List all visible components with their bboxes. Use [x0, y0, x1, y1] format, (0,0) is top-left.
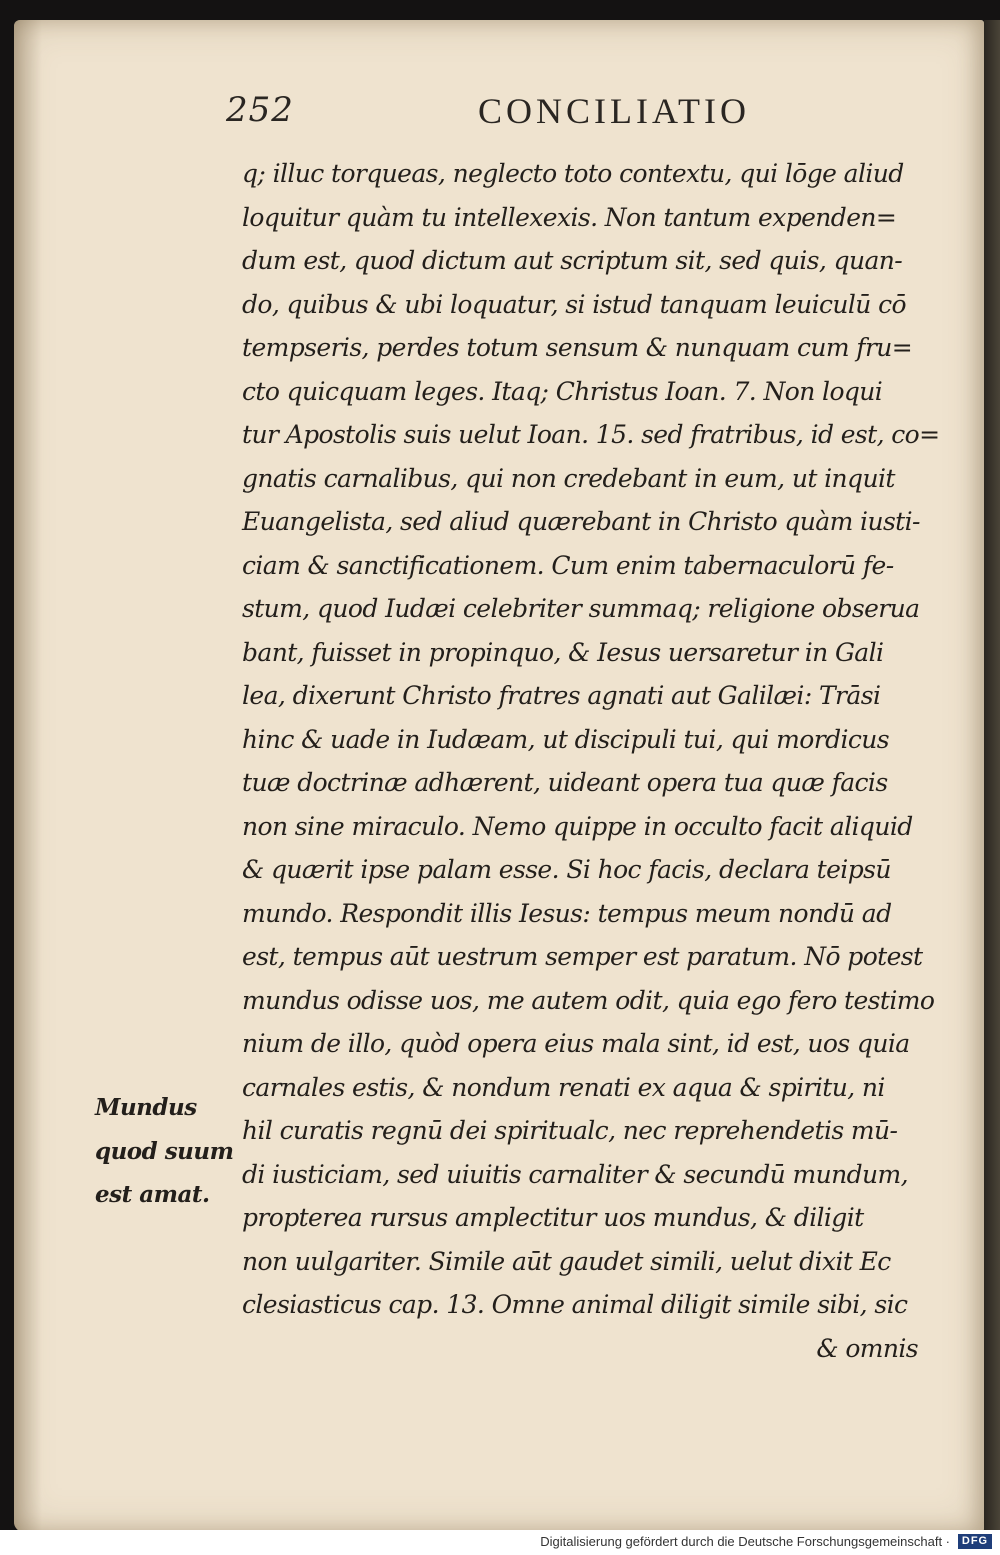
text-line: Euangelista, sed aliud quærebant in Christo quàm iusti-: [242, 507, 920, 536]
text-line: & quærit ipse palam esse. Si hoc facis, declara teipsū: [242, 855, 891, 884]
text-line: ciam & sanctificationem. Cum enim tabernaculorū fe-: [242, 550, 894, 580]
text-line: tuæ doctrinæ adhærent, uideant opera tua quæ facis: [242, 768, 888, 797]
text-line: tempseris, perdes totum sensum & nunquam cum fru=: [242, 333, 913, 362]
text-line: propterea rursus amplectitur uos mundus, & diligit: [242, 1203, 864, 1232]
text-line: lea, dixerunt Christo fratres agnati aut Galilæi: Trāsi: [242, 681, 881, 710]
marginal-note-line: est amat.: [95, 1181, 210, 1208]
text-line: bant, fuisset in propinquo, & Iesus uersaretur in Gali: [242, 637, 884, 667]
text-line: mundo. Respondit illis Iesus: tempus meum nondū ad: [242, 898, 892, 928]
marginal-note: [95, 1086, 245, 1217]
text-line: stum, quod Iudæi celebriter summaq; religione obserua: [242, 594, 920, 623]
text-line: tur Apostolis suis uelut Ioan. 15. sed fratribus, id est, co=: [242, 420, 940, 449]
footer-bar: [0, 1530, 1000, 1555]
text-line: do, quibus & ubi loquatur, si istud tanquam leuiculū cō: [242, 289, 906, 319]
text-line: loquitur quàm tu intellexexis. Non tantum expenden=: [242, 202, 897, 232]
catchword: & omnis: [816, 1333, 918, 1363]
text-line: clesiasticus cap. 13. Omne animal diligit simile sibi, sic: [242, 1290, 908, 1319]
text-line: est, tempus aūt uestrum semper est paratum. Nō potest: [242, 942, 923, 971]
text-line: hinc & uade in Iudæam, ut discipuli tui, qui mordicus: [242, 724, 890, 754]
text-line: dum est, quod dictum aut scriptum sit, sed quis, quan-: [242, 246, 903, 275]
funding-credit: Digitalisierung gefördert durch die Deutsche Forschungsgemeinschaft ·: [540, 1534, 950, 1549]
body-text: [242, 152, 940, 1370]
text-line: cto quicquam leges. Itaq; Christus Ioan. 7. Non loqui: [242, 376, 883, 406]
page-number: 252: [226, 90, 294, 130]
text-line: di iusticiam, sed uiuitis carnaliter & secundū mundum,: [242, 1159, 908, 1189]
text-line: hil curatis regnū dei spiritualc, nec reprehendetis mū-: [242, 1116, 898, 1145]
marginal-note-line: Mundus: [95, 1094, 197, 1121]
text-line: carnales estis, & nondum renati ex aqua & spiritu, ni: [242, 1072, 885, 1102]
text-line: non uulgariter. Simile aūt gaudet simili, uelut dixit Ec: [242, 1246, 891, 1276]
book-edge: [984, 20, 1000, 1530]
text-line: non sine miraculo. Nemo quippe in occulto facit aliquid: [242, 811, 913, 841]
text-line: mundus odisse uos, me autem odit, quia ego fero testimo: [242, 985, 935, 1015]
text-line: nium de illo, quòd opera eius mala sint, id est, uos quia: [242, 1029, 910, 1058]
marginal-note-line: quod suum: [95, 1137, 234, 1165]
running-title: CONCILIATIO: [478, 91, 750, 131]
text-line: q; illuc torqueas, neglecto toto contextu, qui lōge aliud: [242, 159, 904, 188]
text-line: gnatis carnalibus, qui non credebant in eum, ut inquit: [242, 463, 895, 493]
dfg-logo: DFG: [958, 1534, 992, 1549]
